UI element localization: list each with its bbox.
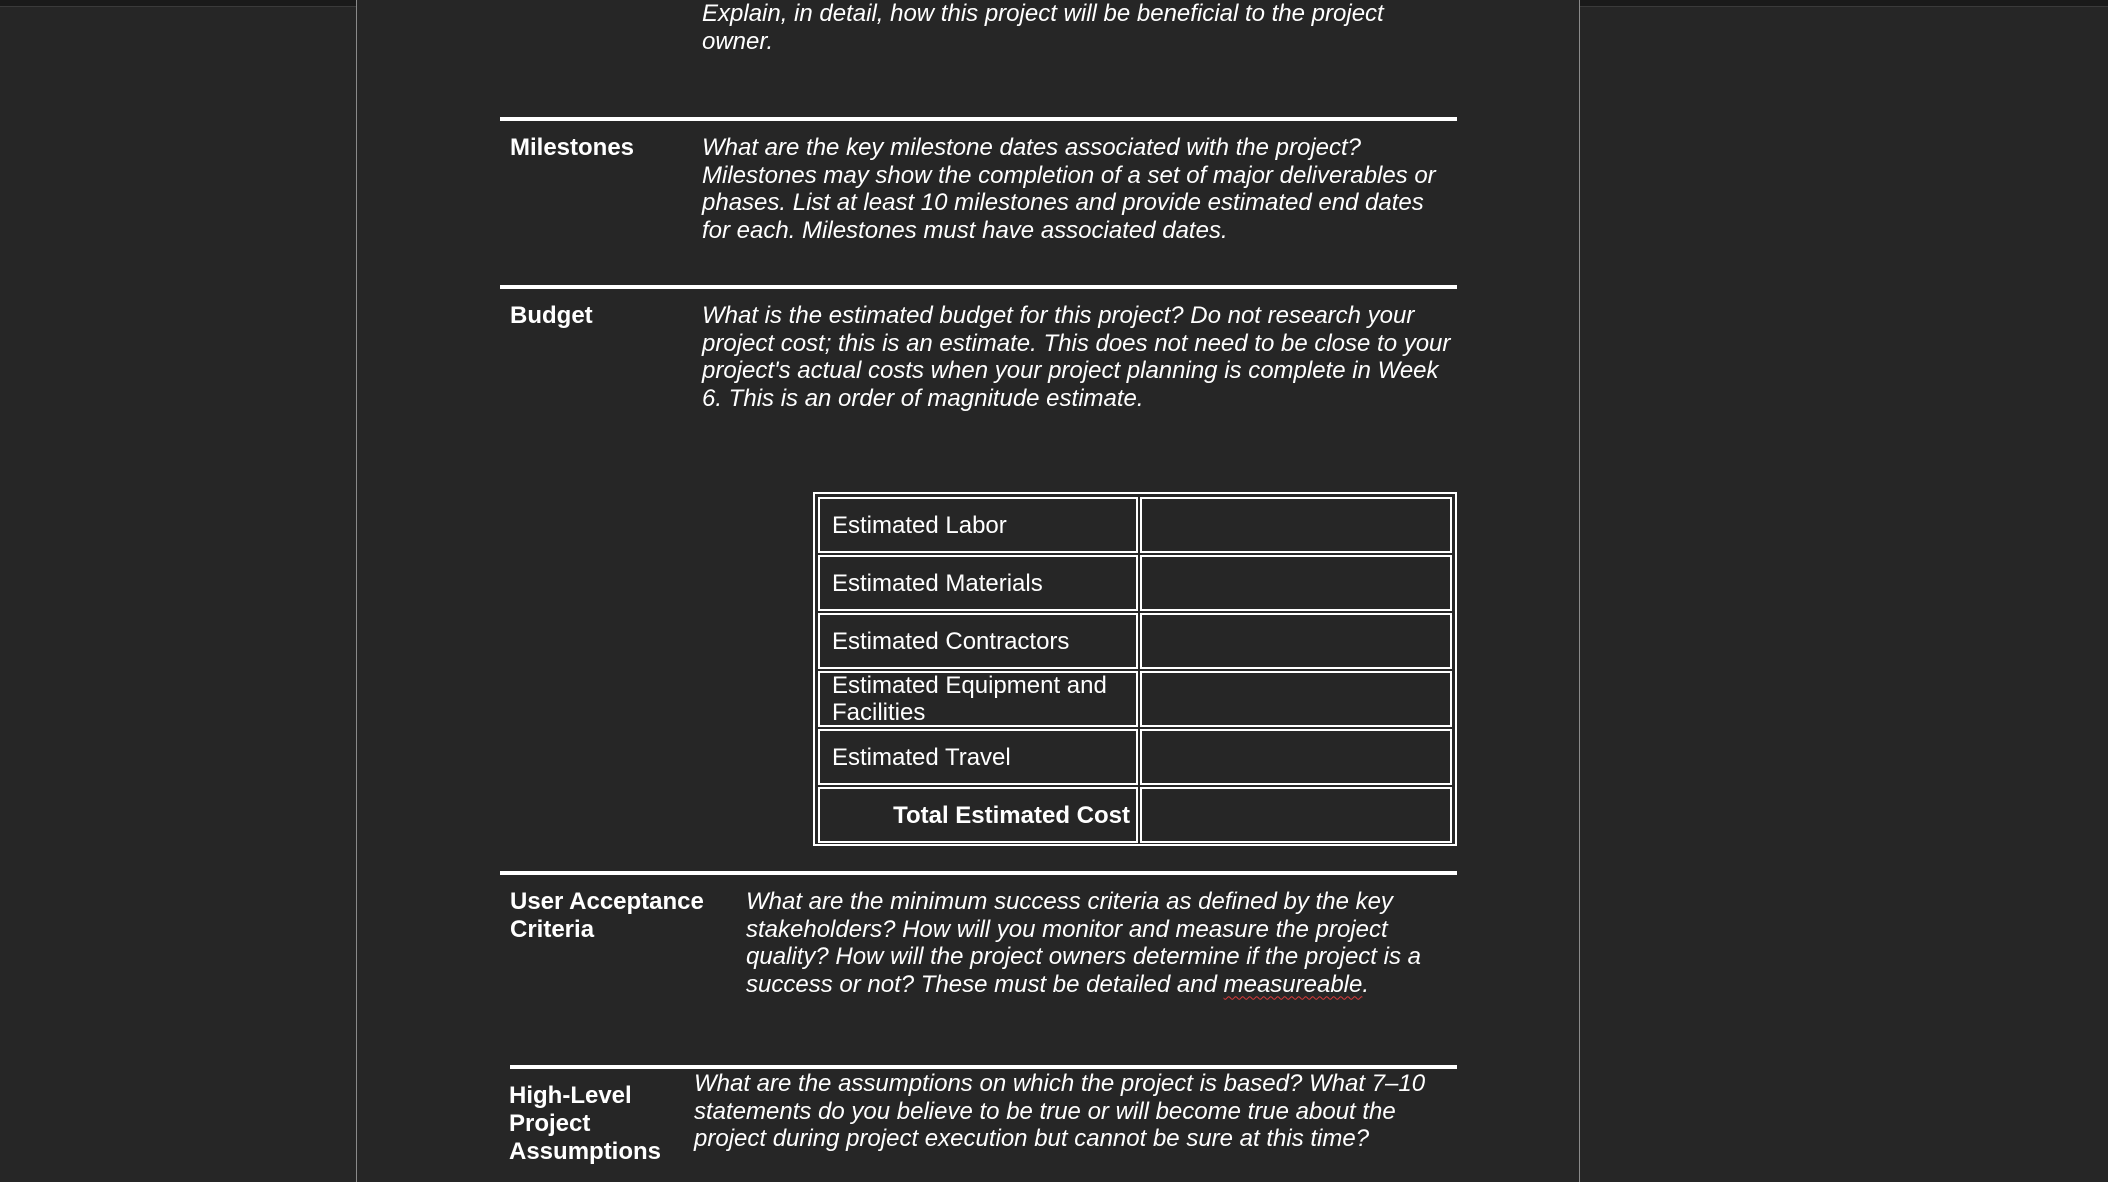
assumptions-label: High-Level Project Assumptions (509, 1082, 662, 1165)
acceptance-divider (500, 871, 1457, 875)
budget-row-total (817, 786, 1453, 844)
assumptions-description: What are the assumptions on which the project is based? What 7–10 statements do you believe to be true or will become true about the project during project execution but cannot be sure at this time? (694, 1070, 1426, 1152)
budget-label-cell: Estimated Materials (818, 555, 1138, 611)
budget-label-cell: Estimated Contractors (818, 613, 1138, 669)
budget-divider (500, 285, 1457, 289)
budget-label: Budget (510, 302, 593, 329)
acceptance-label: User Acceptance Criteria (510, 888, 704, 943)
milestones-description: What are the key milestone dates associated with the project? Milestones may show the completion of a set of major deliverables or phases. List at least 10 milestones and provide estimated end dates for each. Milestones must have associated dates. (702, 134, 1436, 244)
assumptions-divider (510, 1065, 1457, 1069)
spelling-flagged-word[interactable]: measureable (1223, 970, 1363, 998)
budget-value-cell[interactable] (1140, 671, 1452, 727)
acceptance-description-text: What are the minimum success criteria as defined by the key stakeholders? How will you monitor and measure the project quality? How will the project owners determine if the project is a success or not? These must be detailed and (746, 888, 1421, 998)
benefit-description: Explain, in detail, how this project will be beneficial to the project owner. (702, 0, 1384, 55)
budget-value-cell[interactable] (1140, 497, 1452, 553)
budget-row-equipment (817, 670, 1453, 728)
budget-value-cell[interactable] (1140, 729, 1452, 785)
budget-row-travel (817, 728, 1453, 786)
acceptance-description-end: . (1362, 970, 1370, 998)
budget-label-cell: Estimated Labor (818, 497, 1138, 553)
budget-value-cell[interactable] (1140, 555, 1452, 611)
budget-value-cell[interactable] (1140, 613, 1452, 669)
acceptance-description (746, 888, 1454, 998)
budget-row-contractors (817, 612, 1453, 670)
milestones-divider (500, 117, 1457, 121)
budget-row-materials (817, 554, 1453, 612)
budget-label-cell: Estimated Travel (818, 729, 1138, 785)
milestones-label: Milestones (510, 134, 635, 161)
budget-row-labor (817, 496, 1453, 554)
budget-total-value[interactable] (1140, 787, 1452, 843)
budget-total-label: Total Estimated Cost (818, 787, 1138, 843)
budget-table (813, 492, 1457, 846)
budget-description: What is the estimated budget for this project? Do not research your project cost; this is an estimate. This does not need to be close to your project's actual costs when your project planning is complete in Week 6. This is an order of magnitude estimate. (702, 302, 1451, 412)
budget-label-cell: Estimated Equipment and Facilities (818, 671, 1138, 727)
